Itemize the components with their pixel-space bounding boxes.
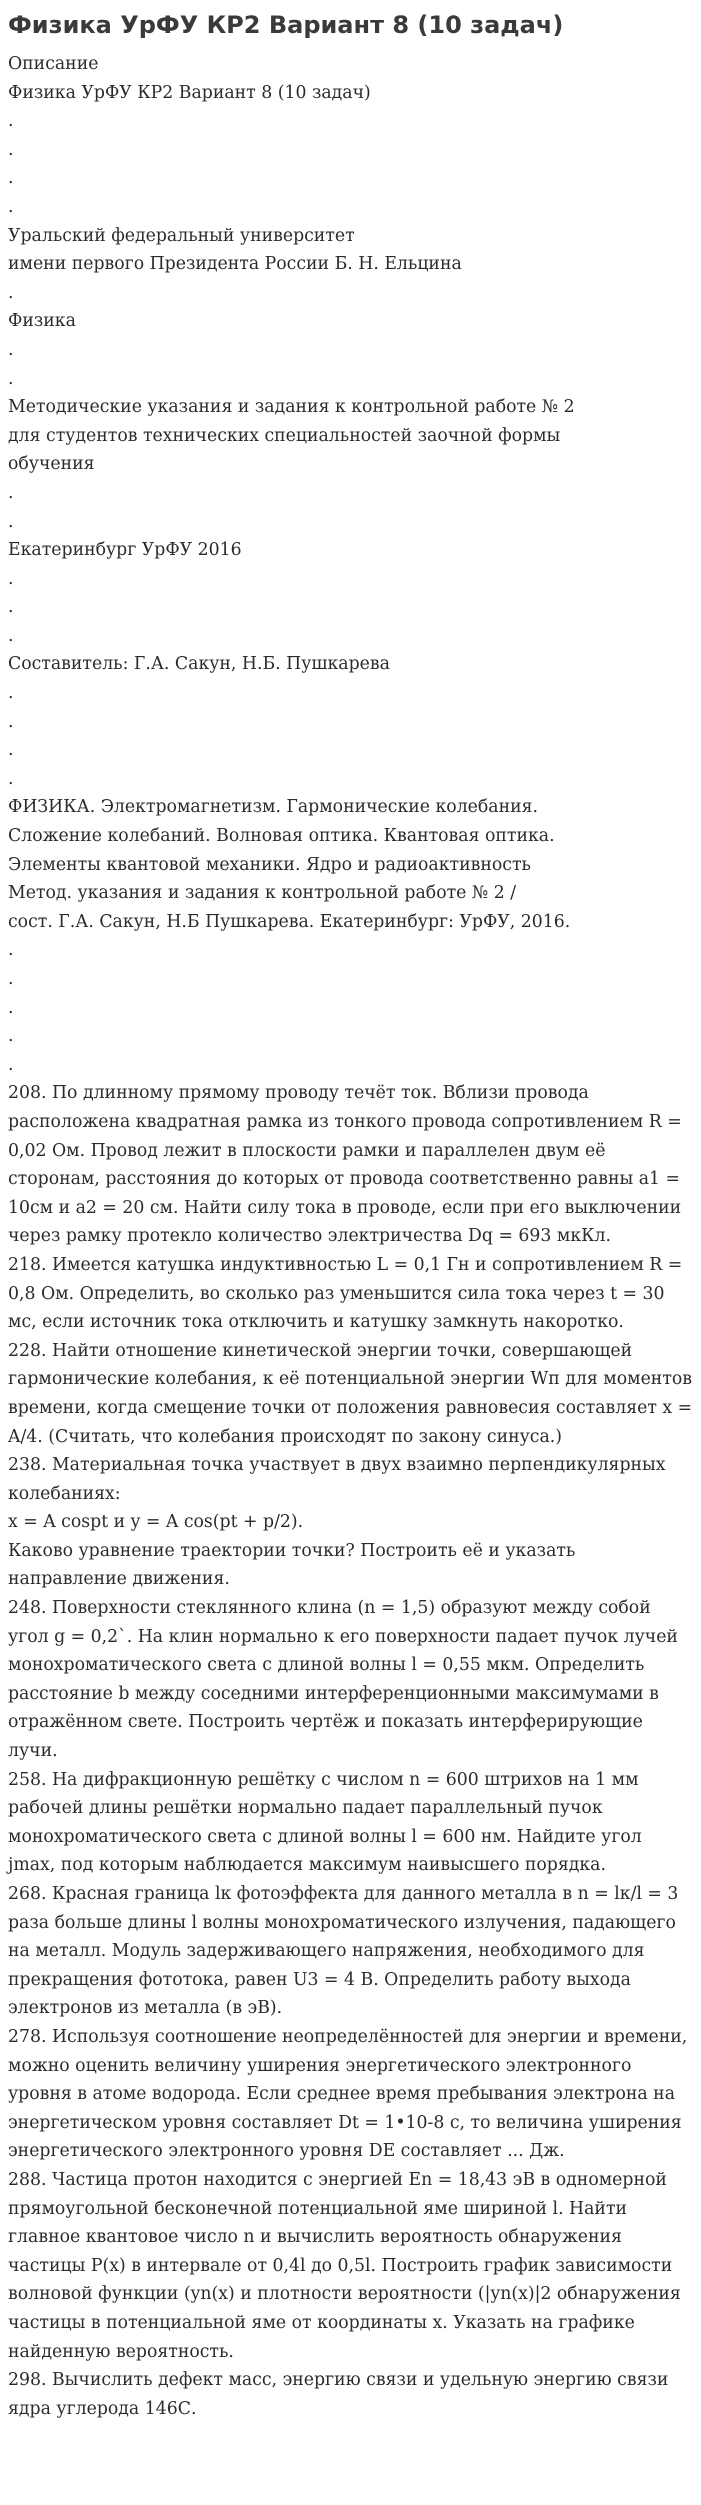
intro-line: . xyxy=(8,997,14,1018)
intro-lines xyxy=(8,79,693,1080)
intro-line: . xyxy=(8,940,14,961)
intro-line: . xyxy=(8,740,14,761)
page-title: Физика УрФУ КР2 Вариант 8 (10 задач) xyxy=(8,11,564,39)
intro-line: . xyxy=(8,969,14,989)
intro-line: имени первого Президента России Б. Н. Ельцина xyxy=(8,254,462,275)
intro-line: . xyxy=(8,683,14,704)
intro-line: . xyxy=(8,111,14,132)
intro-line: Элементы квантовой механики. Ядро и радиоактивность xyxy=(8,854,531,875)
intro-line: . xyxy=(8,768,14,789)
task-paragraph: 228. Найти отношение кинетической энергии точки, совершающей гармонические колебания, к её потенциальной энергии Wп для моментов времени, когда смещение точки от положения равновесия составляет x = A/4. (Считать, что колебания происходят по закону синуса.) xyxy=(8,1340,693,1447)
intro-line: . xyxy=(8,711,14,732)
intro-line: ФИЗИКА. Электромагнетизм. Гармонические колебания. xyxy=(8,797,539,818)
intro-line: сост. Г.А. Сакун, Н.Б Пушкарева. Екатеринбург: УрФУ, 2016. xyxy=(8,911,571,932)
intro-line: . xyxy=(8,568,14,589)
task-paragraph: 278. Используя соотношение неопределённостей для энергии и времени, можно оценить величину уширения энергетического электронного уровня в атоме водорода. Если среднее время пребывания электрона на энергетическом уровня составляет Dt = 1•10-8 с, то величина уширения энергетического электронного уровня DE составляет ... Дж. xyxy=(8,2026,688,2162)
intro-line: . xyxy=(8,482,14,503)
intro-line: Методические указания и задания к контрольной работе № 2 xyxy=(8,397,575,418)
intro-line: обучения xyxy=(8,454,95,475)
intro-line: для студентов технических специальностей заочной формы xyxy=(8,425,561,446)
intro-line: . xyxy=(8,196,14,217)
intro-line: Уральский федеральный университет xyxy=(8,225,355,246)
intro-line: . xyxy=(8,168,14,189)
task-paragraph: 208. По длинному прямому проводу течёт ток. Вблизи провода расположена квадратная рамка из тонкого провода сопротивлением R = 0,02 Ом. Провод лежит в плоскости рамки и параллелен двум её сторонам, расстояния до которых от провода соответственно равны a1 = 10см и a2 = 20 см. Найти силу тока в проводе, если при его выключении через рамку протекло количество электричества Dq = 693 мкКл. xyxy=(8,1083,682,1247)
intro-line: . xyxy=(8,511,14,532)
intro-line: Метод. указания и задания к контрольной работе № 2 / xyxy=(8,883,517,904)
intro-line: Составитель: Г.А. Сакун, Н.Б. Пушкарева xyxy=(8,654,390,675)
task-paragraph: 218. Имеется катушка индуктивностью L = 0,1 Гн и сопротивлением R = 0,8 Ом. Определить, во сколько раз уменьшится сила тока через t = 30 мс, если источник тока отключить и катушку замкнуть накоротко. xyxy=(8,1254,683,1333)
intro-line: . xyxy=(8,139,14,160)
intro-line: . xyxy=(8,597,14,618)
task-paragraph: 298. Вычислить дефект масс, энергию связи и удельную энергию связи ядра углерода 146С. xyxy=(8,2370,669,2419)
task-paragraph: x = A cospt и y = A cos(pt + p/2). xyxy=(8,1512,304,1533)
task-paragraph: 248. Поверхности стеклянного клина (n = 1,5) образуют между собой угол g = 0,2`. На клин нормально к его поверхности падает пучок лучей монохроматического света с длиной волны l = 0,55 мкм. Определить расстояние b между соседними интерференционными максимумами в отражённом свете. Построить чертёж и показать интерферирующие лучи. xyxy=(8,1598,678,1762)
intro-line: . xyxy=(8,625,14,646)
description-label: Описание xyxy=(8,54,99,74)
intro-line: . xyxy=(8,339,14,360)
task-list xyxy=(8,1079,693,2423)
intro-line: Физика УрФУ КР2 Вариант 8 (10 задач) xyxy=(8,82,371,103)
intro-line: . xyxy=(8,1054,14,1075)
task-paragraph: 238. Материальная точка участвует в двух взаимно перпендикулярных колебаниях: xyxy=(8,1455,666,1504)
intro-line: . xyxy=(8,282,14,303)
task-paragraph: 258. На дифракционную решётку с числом n = 600 штрихов на 1 мм рабочей длины решётки нормально падает параллельный пучок монохроматического света с длиной волны l = 600 нм. Найдите угол jmax, под которым наблюдается максимум наивысшего порядка. xyxy=(8,1769,642,1876)
task-paragraph: Каково уравнение траектории точки? Построить её и указать направление движения. xyxy=(8,1540,576,1590)
intro-line: . xyxy=(8,1026,14,1047)
task-paragraph: 268. Красная граница lк фотоэффекта для данного металла в n = lк/l = 3 раза больше длины l волны монохроматического излучения, падающего на металл. Модуль задерживающего напряжения, необходимого для прекращения фототока, равен U3 = 4 В. Определить работу выхода электронов из металла (в эВ). xyxy=(8,1884,679,2019)
intro-line: Физика xyxy=(8,311,76,332)
intro-line: Екатеринбург УрФУ 2016 xyxy=(8,540,242,561)
task-paragraph: 288. Частица протон находится с энергией En = 18,43 эВ в одномерной прямоугольной бесконечной потенциальной яме шириной l. Найти главное квантовое число n и вычислить вероятность обнаружения частицы P(x) в интервале от 0,4l до 0,5l. Построить график зависимости волновой функции (yn(x) и плотности вероятности (|yn(x)|2 обнаружения частицы в потенциальной яме от координаты x. Указать на графике найденную вероятность. xyxy=(8,2169,681,2362)
intro-line: . xyxy=(8,368,14,389)
intro-line: Сложение колебаний. Волновая оптика. Квантовая оптика. xyxy=(8,826,555,847)
